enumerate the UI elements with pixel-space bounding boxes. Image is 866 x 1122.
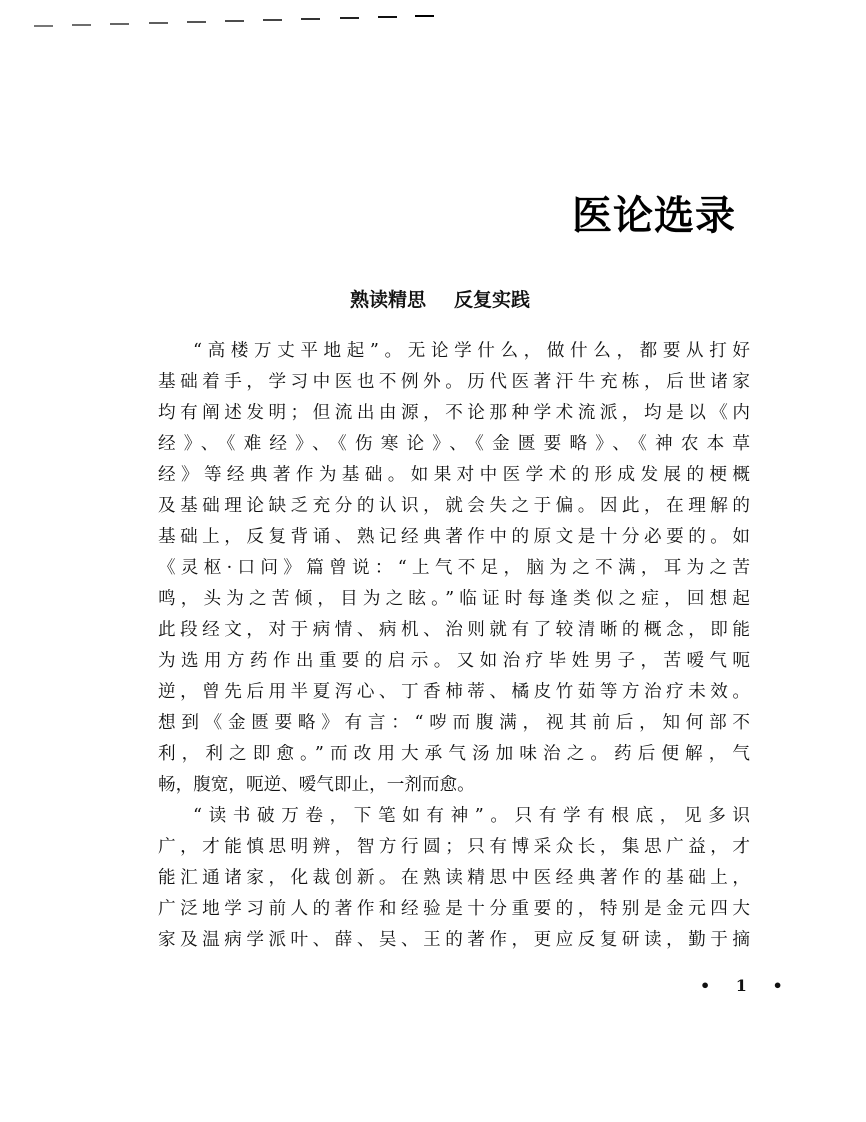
text-line: 利，利之即愈。”而改用大承气汤加味治之。药后便解，气 — [158, 744, 750, 764]
text-line: 能汇通诸家，化裁创新。在熟读精思中医经典著作的基础上， — [158, 868, 750, 888]
text-line: 广泛地学习前人的著作和经验是十分重要的，特别是金元四大 — [158, 899, 750, 919]
text-line: 畅，腹宽，呃逆、嗳气即止，一剂而愈。 — [158, 775, 475, 795]
text-line: 广，才能慎思明辨，智方行圆；只有博采众长，集思广益，才 — [158, 837, 750, 857]
chapter-title: 医论选录 — [572, 193, 736, 239]
text-line: 及基础理论缺乏充分的认识，就会失之于偏。因此，在理解的 — [158, 496, 750, 516]
text-line: 基础上，反复背诵、熟记经典著作中的原文是十分必要的。如 — [158, 527, 750, 547]
text-line: 逆，曾先后用半夏泻心、丁香柿蒂、橘皮竹茹等方治疗未效。 — [158, 682, 750, 702]
text-line: 家及温病学派叶、薛、吴、王的著作，更应反复研读，勤于摘 — [158, 930, 750, 950]
text-line: 为选用方药作出重要的启示。又如治疗毕姓男子，苦嗳气呃 — [158, 651, 750, 671]
section-title — [0, 285, 866, 312]
text-line: 《灵枢·口问》篇曾说：“上气不足，脑为之不满，耳为之苦 — [158, 558, 750, 578]
section-title-part2: 反复实践 — [454, 289, 531, 311]
text-line: “高楼万丈平地起”。无论学什么，做什么，都要从打好 — [193, 341, 750, 361]
text-line: 想到《金匮要略》有言：“哕而腹满，视其前后，知何部不 — [158, 713, 750, 733]
text-line: “读书破万卷，下笔如有神”。只有学有根底，见多识 — [193, 806, 750, 826]
text-line: 经》等经典著作为基础。如果对中医学术的形成发展的梗概 — [158, 465, 750, 485]
body-text — [158, 336, 750, 956]
text-line: 此段经文，对于病情、病机、治则就有了较清晰的概念，即能 — [158, 620, 750, 640]
scan-artifact-dashes — [34, 14, 434, 34]
text-line: 均有阐述发明；但流出由源，不论那种学术流派，均是以《内 — [158, 403, 750, 423]
text-line: 基础着手，学习中医也不例外。历代医著汗牛充栋，后世诸家 — [158, 372, 750, 392]
text-line: 经》、《难经》、《伤寒论》、《金匮要略》、《神农本草 — [158, 434, 750, 454]
text-line: 鸣，头为之苦倾，目为之眩。”临证时每逢类似之症，回想起 — [158, 589, 750, 609]
section-title-part1: 熟读精思 — [349, 289, 426, 311]
page-number: • 1 • — [700, 976, 793, 995]
